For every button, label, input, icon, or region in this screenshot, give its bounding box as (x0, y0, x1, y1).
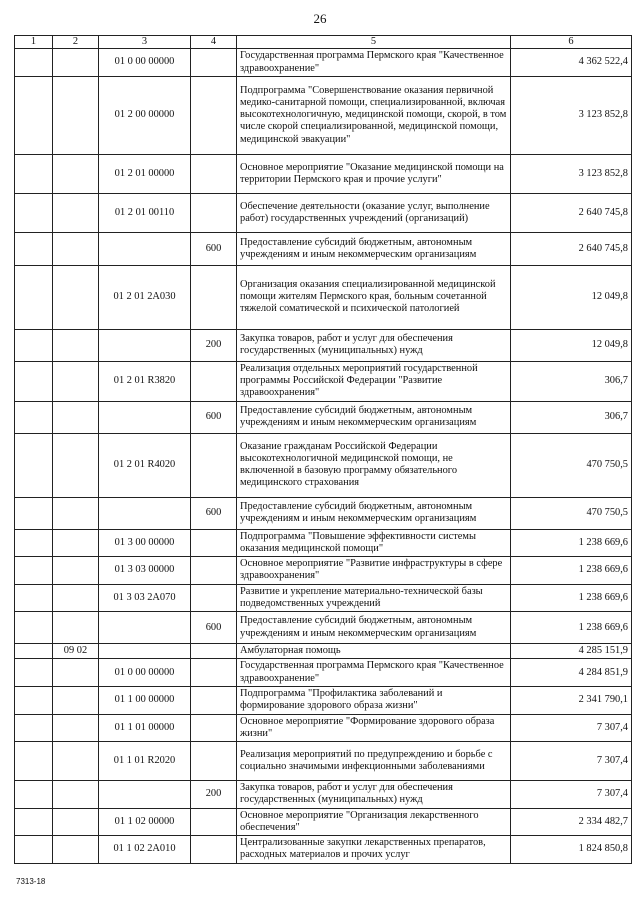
cell-col-1 (15, 742, 53, 781)
page-number: 26 (313, 11, 327, 26)
cell-section (53, 76, 99, 154)
cell-description: Централизованные закупки лекарственных препаратов, расходных материалов и прочих услуг (237, 836, 511, 864)
cell-target-code: 01 0 00 00000 (99, 49, 191, 77)
cell-section (53, 329, 99, 361)
cell-expense-type (191, 836, 237, 864)
cell-description: Государственная программа Пермского края "Качественное здравоохранение" (237, 659, 511, 687)
cell-section (53, 265, 99, 329)
table-row (15, 781, 632, 809)
cell-target-code: 01 2 01 R3820 (99, 361, 191, 401)
cell-expense-type (191, 686, 237, 714)
cell-col-1 (15, 659, 53, 687)
table-row (15, 401, 632, 433)
cell-amount: 1 238 669,6 (511, 529, 632, 557)
cell-description: Предоставление субсидий бюджетным, автономным учреждениям и иным некоммерческим организациям (237, 612, 511, 644)
cell-section (53, 808, 99, 836)
cell-amount: 4 362 522,4 (511, 49, 632, 77)
cell-target-code: 01 3 03 00000 (99, 557, 191, 585)
cell-description: Обеспечение деятельности (оказание услуг, выполнение работ) государственных учреждений (организаций) (237, 193, 511, 232)
cell-section (53, 686, 99, 714)
cell-target-code: 01 3 00 00000 (99, 529, 191, 557)
column-number-row (15, 36, 632, 49)
cell-section (53, 836, 99, 864)
cell-amount: 12 049,8 (511, 329, 632, 361)
cell-amount: 470 750,5 (511, 433, 632, 497)
cell-expense-type (191, 644, 237, 659)
cell-col-1 (15, 686, 53, 714)
cell-expense-type: 600 (191, 232, 237, 265)
cell-expense-type: 200 (191, 329, 237, 361)
cell-description: Подпрограмма "Повышение эффективности системы оказания медицинской помощи" (237, 529, 511, 557)
table-row (15, 329, 632, 361)
cell-amount: 2 334 482,7 (511, 808, 632, 836)
cell-expense-type (191, 265, 237, 329)
cell-section (53, 781, 99, 809)
cell-section: 09 02 (53, 644, 99, 659)
cell-expense-type (191, 808, 237, 836)
table-row (15, 76, 632, 154)
cell-amount: 2 640 745,8 (511, 232, 632, 265)
cell-description: Подпрограмма "Совершенствование оказания первичной медико-санитарной помощи, специализированной, включая высокотехнологичную, медицинской помощи, скорой, в том числе скорой специализированной, медицинской помощи, медицинской эвакуации" (237, 76, 511, 154)
cell-target-code: 01 1 02 00000 (99, 808, 191, 836)
cell-target-code (99, 329, 191, 361)
cell-amount: 306,7 (511, 401, 632, 433)
cell-amount: 306,7 (511, 361, 632, 401)
cell-target-code (99, 781, 191, 809)
cell-target-code: 01 2 01 00000 (99, 154, 191, 193)
cell-description: Основное мероприятие "Развитие инфраструктуры в сфере здравоохранения" (237, 557, 511, 585)
document-code: 7313-18 (16, 877, 46, 886)
cell-section (53, 529, 99, 557)
cell-col-1 (15, 497, 53, 529)
cell-section (53, 361, 99, 401)
cell-expense-type (191, 742, 237, 781)
column-header: 3 (99, 36, 191, 49)
cell-amount: 7 307,4 (511, 742, 632, 781)
cell-col-1 (15, 644, 53, 659)
cell-col-1 (15, 612, 53, 644)
cell-col-1 (15, 154, 53, 193)
cell-target-code: 01 2 01 00110 (99, 193, 191, 232)
cell-expense-type (191, 76, 237, 154)
cell-section (53, 584, 99, 612)
cell-target-code: 01 1 01 00000 (99, 714, 191, 742)
cell-description: Амбулаторная помощь (237, 644, 511, 659)
cell-section (53, 742, 99, 781)
table-row (15, 49, 632, 77)
cell-expense-type: 600 (191, 612, 237, 644)
cell-expense-type (191, 154, 237, 193)
cell-section (53, 232, 99, 265)
cell-expense-type (191, 557, 237, 585)
cell-expense-type (191, 529, 237, 557)
cell-col-1 (15, 433, 53, 497)
cell-col-1 (15, 836, 53, 864)
cell-section (53, 193, 99, 232)
table-row (15, 836, 632, 864)
column-header: 5 (237, 36, 511, 49)
cell-target-code: 01 1 00 00000 (99, 686, 191, 714)
cell-section (53, 497, 99, 529)
column-header: 6 (511, 36, 632, 49)
cell-target-code: 01 1 02 2А010 (99, 836, 191, 864)
table-row (15, 808, 632, 836)
cell-target-code: 01 1 01 R2020 (99, 742, 191, 781)
cell-expense-type: 200 (191, 781, 237, 809)
cell-col-1 (15, 584, 53, 612)
cell-amount: 1 238 669,6 (511, 612, 632, 644)
cell-description: Реализация отдельных мероприятий государственной программы Российской Федерации "Развитие здравоохранения" (237, 361, 511, 401)
cell-expense-type (191, 433, 237, 497)
cell-expense-type (191, 714, 237, 742)
cell-amount: 1 238 669,6 (511, 584, 632, 612)
cell-col-1 (15, 193, 53, 232)
cell-amount: 1 238 669,6 (511, 557, 632, 585)
table-row (15, 612, 632, 644)
cell-description: Закупка товаров, работ и услуг для обеспечения государственных (муниципальных) нужд (237, 781, 511, 809)
cell-expense-type (191, 361, 237, 401)
cell-section (53, 612, 99, 644)
column-header: 1 (15, 36, 53, 49)
cell-description: Предоставление субсидий бюджетным, автономным учреждениям и иным некоммерческим организациям (237, 232, 511, 265)
table-row (15, 232, 632, 265)
cell-description: Оказание гражданам Российской Федерации высокотехнологичной медицинской помощи, не включенной в базовую программу обязательного медицинского страхования (237, 433, 511, 497)
cell-col-1 (15, 557, 53, 585)
cell-description: Основное мероприятие "Организация лекарственного обеспечения" (237, 808, 511, 836)
cell-col-1 (15, 329, 53, 361)
cell-target-code (99, 232, 191, 265)
cell-section (53, 557, 99, 585)
cell-amount: 4 284 851,9 (511, 659, 632, 687)
cell-expense-type (191, 193, 237, 232)
table-row (15, 714, 632, 742)
cell-amount: 3 123 852,8 (511, 154, 632, 193)
cell-col-1 (15, 401, 53, 433)
cell-target-code: 01 3 03 2А070 (99, 584, 191, 612)
table-body (15, 49, 632, 863)
cell-amount: 7 307,4 (511, 781, 632, 809)
cell-expense-type: 600 (191, 401, 237, 433)
cell-description: Государственная программа Пермского края "Качественное здравоохранение" (237, 49, 511, 77)
cell-description: Предоставление субсидий бюджетным, автономным учреждениям и иным некоммерческим организациям (237, 497, 511, 529)
cell-target-code: 01 0 00 00000 (99, 659, 191, 687)
cell-amount: 470 750,5 (511, 497, 632, 529)
table-row (15, 686, 632, 714)
cell-expense-type: 600 (191, 497, 237, 529)
cell-expense-type (191, 584, 237, 612)
cell-description: Развитие и укрепление материально-технической базы подведомственных учреждений (237, 584, 511, 612)
column-header: 4 (191, 36, 237, 49)
cell-col-1 (15, 781, 53, 809)
cell-target-code: 01 2 01 2А030 (99, 265, 191, 329)
cell-target-code (99, 612, 191, 644)
cell-amount: 1 824 850,8 (511, 836, 632, 864)
table-row (15, 584, 632, 612)
cell-amount: 4 285 151,9 (511, 644, 632, 659)
cell-section (53, 49, 99, 77)
table-row (15, 529, 632, 557)
cell-amount: 2 341 790,1 (511, 686, 632, 714)
cell-expense-type (191, 659, 237, 687)
cell-amount: 12 049,8 (511, 265, 632, 329)
cell-section (53, 154, 99, 193)
table-row (15, 497, 632, 529)
cell-col-1 (15, 76, 53, 154)
cell-amount: 7 307,4 (511, 714, 632, 742)
cell-col-1 (15, 808, 53, 836)
cell-col-1 (15, 49, 53, 77)
table-row (15, 154, 632, 193)
table-row (15, 659, 632, 687)
cell-amount: 3 123 852,8 (511, 76, 632, 154)
cell-description: Подпрограмма "Профилактика заболеваний и формирование здорового образа жизни" (237, 686, 511, 714)
table-row (15, 361, 632, 401)
cell-section (53, 401, 99, 433)
table-row (15, 557, 632, 585)
cell-target-code: 01 2 01 R4020 (99, 433, 191, 497)
cell-target-code (99, 497, 191, 529)
cell-target-code (99, 401, 191, 433)
budget-table (14, 35, 632, 864)
table-row (15, 644, 632, 659)
table-row (15, 742, 632, 781)
cell-col-1 (15, 714, 53, 742)
table-row (15, 193, 632, 232)
cell-col-1 (15, 529, 53, 557)
cell-section (53, 433, 99, 497)
cell-description: Реализация мероприятий по предупреждению и борьбе с социально значимыми инфекционными заболеваниями (237, 742, 511, 781)
cell-description: Предоставление субсидий бюджетным, автономным учреждениям и иным некоммерческим организациям (237, 401, 511, 433)
cell-target-code: 01 2 00 00000 (99, 76, 191, 154)
cell-expense-type (191, 49, 237, 77)
cell-description: Закупка товаров, работ и услуг для обеспечения государственных (муниципальных) нужд (237, 329, 511, 361)
cell-section (53, 714, 99, 742)
table-row (15, 265, 632, 329)
cell-description: Основное мероприятие "Формирование здорового образа жизни" (237, 714, 511, 742)
cell-col-1 (15, 232, 53, 265)
cell-col-1 (15, 265, 53, 329)
table-row (15, 433, 632, 497)
cell-col-1 (15, 361, 53, 401)
column-header: 2 (53, 36, 99, 49)
cell-description: Основное мероприятие "Оказание медицинской помощи на территории Пермского края и прочие услуги" (237, 154, 511, 193)
cell-description: Организация оказания специализированной медицинской помощи жителям Пермского края, больным сочетанной тяжелой соматической и психической патологией (237, 265, 511, 329)
cell-target-code (99, 644, 191, 659)
cell-section (53, 659, 99, 687)
cell-amount: 2 640 745,8 (511, 193, 632, 232)
